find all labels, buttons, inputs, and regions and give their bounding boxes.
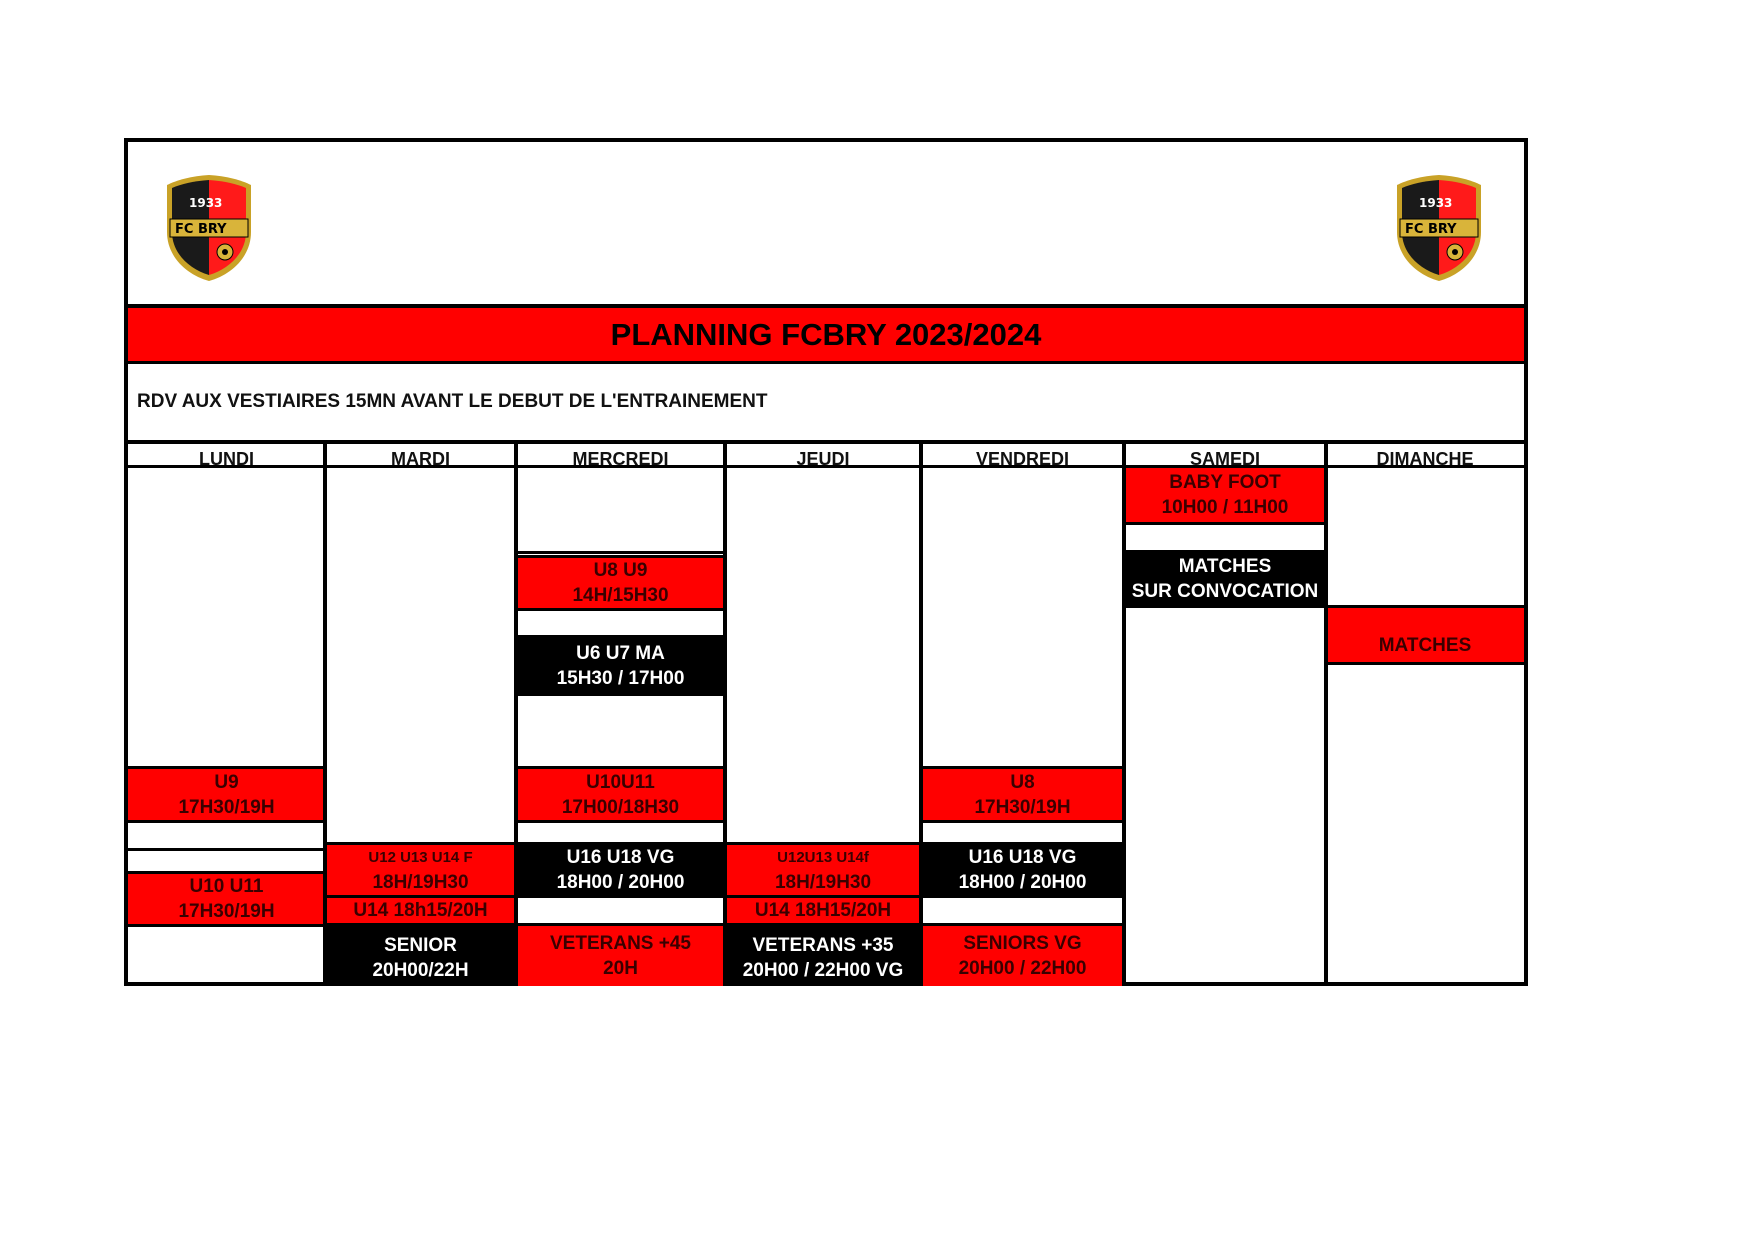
session-time: 15H30 / 17H00 [556,667,685,689]
session-time: 18H/19H30 [774,872,872,893]
column-divider [323,444,327,986]
session-dimanche-matches [1326,605,1524,665]
session-mercredi-veterans-45 [516,923,725,986]
session-mercredi-u6-u7-ma [516,635,725,696]
session-time: 20H00 / 22H00 VG [742,959,904,981]
planning-sheet [124,138,1528,986]
session-time: 17H30/19H [178,796,275,818]
session-label: MATCHES [1378,635,1472,656]
day-header-lundi: LUNDI [128,444,325,468]
notice-text: RDV AUX VESTIAIRES 15MN AVANT LE DEBUT DE L'ENTRAINEMENT [128,364,1524,444]
session-time: 18H00 / 20H00 [958,872,1087,893]
session-label: U16 U18 VG [566,847,675,868]
row-divider [516,551,725,554]
session-label: U10U11 [586,771,655,793]
session-vendredi-u16-u18-vg [921,842,1124,898]
session-label: U16 U18 VG [968,847,1077,868]
column-divider [514,444,518,986]
day-header-jeudi: JEUDI [725,444,921,468]
session-label: U10 U11 [189,876,264,897]
session-label: VETERANS +35 [752,934,894,956]
session-jeudi-veterans-35 [725,926,921,986]
column-divider [1324,444,1328,986]
session-label: BABY FOOT [1169,472,1281,493]
session-jeudi-u12-u13-u14f [725,842,921,898]
session-label: U9 [214,771,239,793]
session-lundi-u10-u11 [128,871,325,927]
session-label: VETERANS +45 [550,933,691,954]
session-mercredi-u10-u11 [516,766,725,823]
session-label: U12 U13 U14 F [368,849,473,866]
session-vendredi-u8 [921,766,1124,823]
session-label: MATCHES [1178,556,1272,577]
session-time: 20H [603,958,638,979]
day-header-mercredi: MERCREDI [516,444,725,468]
session-mardi-u14 [325,898,516,926]
day-header-mardi: MARDI [325,444,516,468]
logo-name-left: FC BRY [175,222,227,237]
session-time: SUR CONVOCATION [1131,581,1319,602]
logo-year-right: 1933 [1419,196,1453,210]
session-lundi-u9 [128,766,325,823]
session-mardi-senior [325,926,516,986]
session-label: U14 18H15/20H [754,900,892,921]
day-header-dimanche: DIMANCHE [1326,444,1524,468]
session-mercredi-u16-u18-vg [516,842,725,898]
club-logo-right [1392,172,1486,284]
day-header-samedi: SAMEDI [1124,444,1326,468]
day-header-vendredi: VENDREDI [921,444,1124,468]
session-label: U6 U7 MA [576,642,665,664]
session-label: U14 18h15/20H [353,900,488,921]
session-time: 10H00 / 11H00 [1161,497,1289,518]
session-time: 17H00/18H30 [561,796,680,818]
session-label: U12U13 U14f [777,849,869,866]
session-label: SENIOR [384,934,457,956]
column-divider [1122,444,1126,986]
session-time: 20H00 / 22H00 [958,958,1087,979]
session-time: 17H30/19H [974,796,1071,818]
session-label: U8 U9 [593,560,648,581]
session-time: 14H/15H30 [572,585,669,606]
session-mercredi-u8-u9 [516,555,725,611]
session-samedi-matches [1124,550,1326,608]
logo-name-right: FC BRY [1405,222,1457,237]
session-mardi-u12-u13-u14f [325,842,516,898]
session-jeudi-u14 [725,898,921,926]
logo-year-left: 1933 [189,196,223,210]
column-divider [919,444,923,986]
session-time: 17H30/19H [178,901,275,922]
row-divider [128,848,325,851]
column-divider [723,444,727,986]
page-title: PLANNING FCBRY 2023/2024 [128,308,1524,364]
club-logo-left [162,172,256,284]
session-time: 18H00 / 20H00 [556,872,685,893]
session-time: 20H00/22H [372,959,469,981]
session-vendredi-seniors-vg [921,923,1124,986]
session-label: SENIORS VG [963,933,1082,954]
header-row [128,142,1524,308]
session-time: 18H/19H30 [372,872,469,893]
session-samedi-baby-foot [1124,468,1326,525]
session-label: U8 [1010,771,1035,793]
